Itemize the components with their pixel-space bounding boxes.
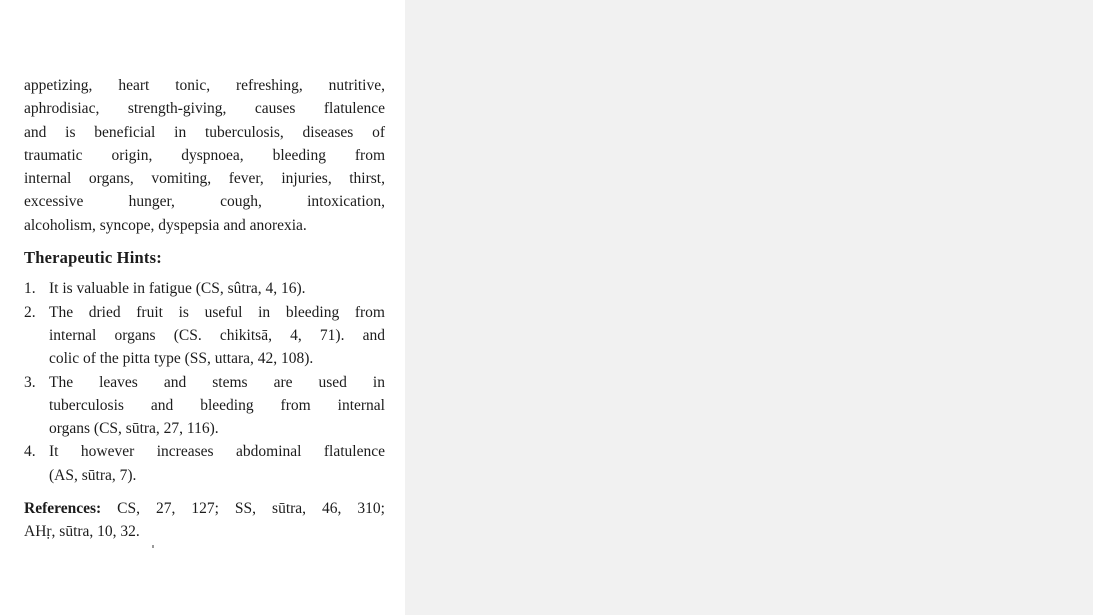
text-column xyxy=(24,74,385,544)
list-number: 4. xyxy=(24,443,36,461)
paragraph-line: appetizing, heart tonic, refreshing, nutritive, xyxy=(24,77,385,94)
paragraph-line: alcoholism, syncope, dyspepsia and anorexia. xyxy=(24,216,307,234)
list-item-line: tuberculosis and bleeding from internal xyxy=(49,396,385,414)
list-item xyxy=(24,277,385,300)
list-number: 1. xyxy=(24,280,36,298)
references-line xyxy=(24,497,385,520)
section-heading: Therapeutic Hints: xyxy=(24,248,162,268)
list-item xyxy=(24,371,385,441)
hints-list xyxy=(24,277,385,487)
description-paragraph xyxy=(24,74,385,237)
document-page xyxy=(0,0,405,615)
list-item-line: organs (CS, sūtra, 27, 116). xyxy=(49,420,219,438)
paragraph-line: aphrodisiac, strength-giving, causes flatulence xyxy=(24,100,385,118)
paragraph-line: internal organs, vomiting, fever, injuries, thirst, xyxy=(24,170,385,188)
list-item-line: internal organs (CS. chikitsā, 4, 71). and xyxy=(49,326,385,344)
paragraph-line: excessive hunger, cough, intoxication, xyxy=(24,193,385,211)
references-label: References: xyxy=(24,500,102,518)
list-item xyxy=(24,440,385,487)
list-item-line: It however increases abdominal flatulence xyxy=(49,443,385,461)
references-block xyxy=(24,497,385,544)
references-line: AHṛ, sūtra, 10, 32. xyxy=(24,523,140,541)
list-number: 3. xyxy=(24,373,36,391)
list-item-line: It is valuable in fatigue (CS, sûtra, 4, 16). xyxy=(49,280,306,298)
scan-speck xyxy=(152,545,154,548)
list-item xyxy=(24,301,385,371)
list-item-line: colic of the pitta type (SS, uttara, 42, 108). xyxy=(49,350,314,368)
list-item-line: The leaves and stems are used in xyxy=(49,373,385,391)
paragraph-line: and is beneficial in tuberculosis, diseases of xyxy=(24,123,385,141)
list-item-line: (AS, sūtra, 7). xyxy=(49,466,137,484)
paragraph-line: traumatic origin, dyspnoea, bleeding from xyxy=(24,146,385,164)
list-number: 2. xyxy=(24,303,36,321)
references-text: CS, 27, 127; SS, sūtra, 46, 310; xyxy=(101,500,385,518)
list-item-line: The dried fruit is useful in bleeding from xyxy=(49,303,385,321)
